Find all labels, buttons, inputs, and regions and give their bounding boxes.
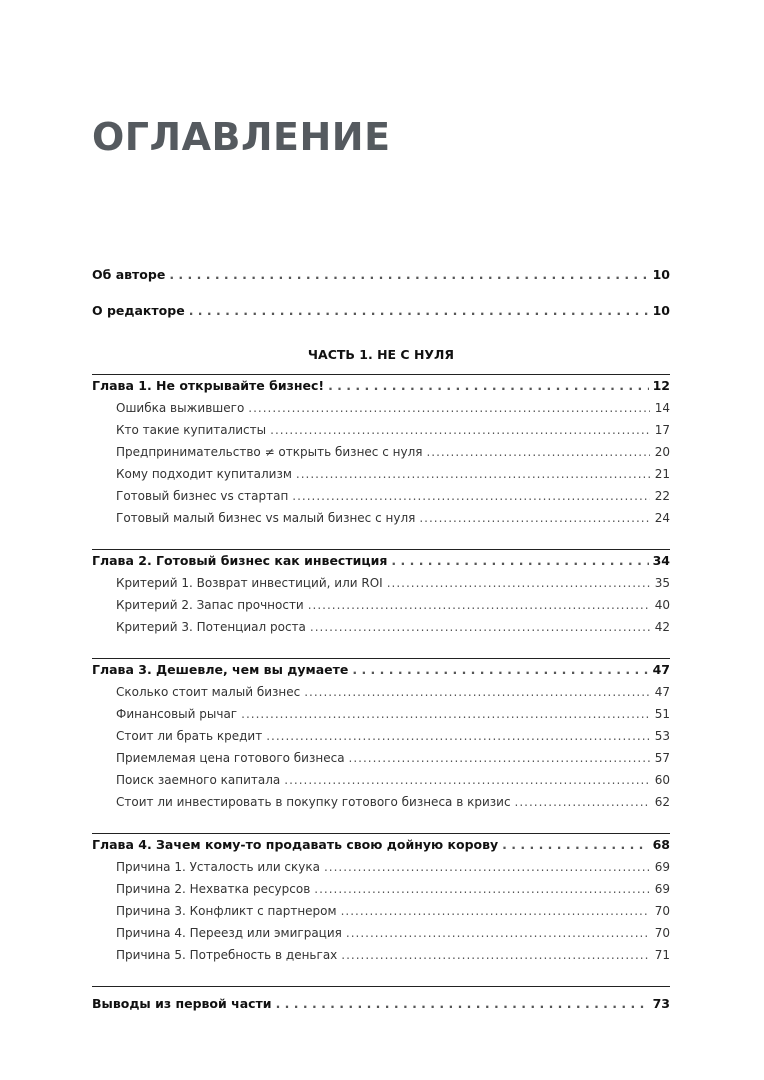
toc-entry-about-author[interactable]	[92, 264, 670, 286]
toc-section[interactable]	[92, 507, 670, 529]
toc-section[interactable]	[92, 485, 670, 507]
toc-chapter-3[interactable]	[92, 659, 670, 681]
part-title: ЧАСТЬ 1. НЕ С НУЛЯ	[307, 347, 455, 362]
toc-entry-title: Приемлемая цена готового бизнеса	[116, 751, 345, 765]
toc-entry-page: 10	[652, 303, 670, 318]
toc-section[interactable]	[92, 419, 670, 441]
toc-entry-title: Глава 3. Дешевле, чем вы думаете	[92, 662, 349, 677]
toc-entry-title: Критерий 1. Возврат инвестиций, или ROI	[116, 576, 383, 590]
dot-leader	[515, 791, 650, 813]
toc-entry-page: 62	[654, 795, 670, 809]
toc-entry-page: 51	[654, 707, 670, 721]
toc-entry-page: 47	[654, 685, 670, 699]
toc-section[interactable]	[92, 856, 670, 878]
dot-leader	[341, 944, 650, 966]
dot-leader	[284, 769, 650, 791]
toc-entry-title: Предпринимательство ≠ открыть бизнес с нуля	[116, 445, 423, 459]
dot-leader	[304, 681, 650, 703]
toc-entry-page: 10	[652, 267, 670, 282]
chapter-block	[92, 550, 670, 638]
toc-section[interactable]	[92, 397, 670, 419]
toc-entry-title: Критерий 3. Потенциал роста	[116, 620, 306, 634]
toc-section[interactable]	[92, 441, 670, 463]
toc-entry-title: Причина 1. Усталость или скука	[116, 860, 320, 874]
toc-entry-title: Критерий 2. Запас прочности	[116, 598, 304, 612]
toc-section[interactable]	[92, 594, 670, 616]
dot-leader	[248, 397, 650, 419]
toc-entry-page: 47	[652, 662, 670, 677]
toc-entry-title: Выводы из первой части	[92, 996, 272, 1011]
toc-entry-title: Стоит ли брать кредит	[116, 729, 263, 743]
toc-entry-title: Ошибка выжившего	[116, 401, 245, 415]
toc-section[interactable]	[92, 463, 670, 485]
toc-entry-page: 35	[654, 576, 670, 590]
toc-entry-title: Причина 4. Переезд или эмиграция	[116, 926, 342, 940]
toc-section[interactable]	[92, 572, 670, 594]
dot-leader	[346, 922, 650, 944]
toc-entry-title: Готовый малый бизнес vs малый бизнес с нуля	[116, 511, 416, 525]
toc-chapter-1[interactable]	[92, 375, 670, 397]
dot-leader	[266, 725, 650, 747]
toc-entry-page: 68	[652, 837, 670, 852]
toc-entry-page: 69	[654, 882, 670, 896]
toc-entry-title: Кому подходит купитализм	[116, 467, 292, 481]
dot-leader	[296, 463, 650, 485]
dot-leader	[189, 300, 649, 322]
toc-entry-page: 22	[654, 489, 670, 503]
toc-entry-title: Сколько стоит малый бизнес	[116, 685, 301, 699]
toc-section[interactable]	[92, 878, 670, 900]
toc-entry-page: 57	[654, 751, 670, 765]
dot-leader	[292, 485, 650, 507]
toc-section[interactable]	[92, 791, 670, 813]
dot-leader	[310, 616, 650, 638]
toc-entry-title: Поиск заемного капитала	[116, 773, 281, 787]
toc-entry-title: Глава 1. Не открывайте бизнес!	[92, 378, 325, 393]
toc-entry-title: Стоит ли инвестировать в покупку готового бизнеса в кризис	[116, 795, 511, 809]
toc-entry-title: Причина 5. Потребность в деньгах	[116, 948, 338, 962]
toc-entry-page: 20	[654, 445, 670, 459]
dot-leader	[308, 594, 650, 616]
table-of-contents	[92, 264, 670, 1015]
toc-chapter-2[interactable]	[92, 550, 670, 572]
toc-entry-title: Об авторе	[92, 267, 166, 282]
toc-entry-title: Причина 2. Нехватка ресурсов	[116, 882, 311, 896]
toc-entry-title: Глава 4. Зачем кому-то продавать свою дойную корову	[92, 837, 499, 852]
toc-entry-page: 53	[654, 729, 670, 743]
dot-leader	[328, 375, 649, 397]
dot-leader	[324, 856, 650, 878]
toc-entry-title: Финансовый рычаг	[116, 707, 238, 721]
page-title: ОГЛАВЛЕНИЕ	[92, 115, 391, 159]
toc-entry-page: 24	[654, 511, 670, 525]
chapter-block	[92, 375, 670, 529]
toc-entry-page: 40	[654, 598, 670, 612]
toc-entry-title: О редакторе	[92, 303, 185, 318]
toc-entry-page: 60	[654, 773, 670, 787]
toc-entry-page: 17	[654, 423, 670, 437]
chapter-block	[92, 834, 670, 966]
dot-leader	[341, 900, 650, 922]
toc-section[interactable]	[92, 922, 670, 944]
dot-leader	[352, 659, 648, 681]
toc-section[interactable]	[92, 769, 670, 791]
toc-section[interactable]	[92, 725, 670, 747]
toc-section[interactable]	[92, 681, 670, 703]
toc-section[interactable]	[92, 900, 670, 922]
toc-entry-page: 70	[654, 926, 670, 940]
chapter-block	[92, 659, 670, 813]
chapter-divider	[92, 986, 670, 987]
dot-leader	[270, 419, 650, 441]
dot-leader	[426, 441, 650, 463]
toc-entry-page: 21	[654, 467, 670, 481]
toc-entry-title: Готовый бизнес vs стартап	[116, 489, 289, 503]
toc-chapter-4[interactable]	[92, 834, 670, 856]
dot-leader	[241, 703, 650, 725]
dot-leader	[349, 747, 650, 769]
toc-entry-page: 69	[654, 860, 670, 874]
dot-leader	[502, 834, 648, 856]
toc-section[interactable]	[92, 944, 670, 966]
toc-entry-about-editor[interactable]	[92, 300, 670, 322]
dot-leader	[391, 550, 648, 572]
toc-entry-title: Кто такие купиталисты	[116, 423, 267, 437]
dot-leader	[419, 507, 650, 529]
toc-entry-page: 42	[654, 620, 670, 634]
toc-entry-page: 70	[654, 904, 670, 918]
toc-entry-title: Глава 2. Готовый бизнес как инвестиция	[92, 553, 388, 568]
toc-section[interactable]	[92, 703, 670, 725]
toc-entry-title: Причина 3. Конфликт с партнером	[116, 904, 337, 918]
dot-leader	[314, 878, 650, 900]
toc-entry-page: 12	[652, 378, 670, 393]
toc-entry-page: 71	[654, 948, 670, 962]
dot-leader	[169, 264, 648, 286]
dot-leader	[387, 572, 650, 594]
toc-section[interactable]	[92, 747, 670, 769]
toc-conclusion[interactable]	[92, 993, 670, 1015]
toc-entry-page: 73	[652, 996, 670, 1011]
toc-entry-page: 14	[654, 401, 670, 415]
toc-entry-page: 34	[652, 553, 670, 568]
dot-leader	[276, 993, 649, 1015]
toc-section[interactable]	[92, 616, 670, 638]
